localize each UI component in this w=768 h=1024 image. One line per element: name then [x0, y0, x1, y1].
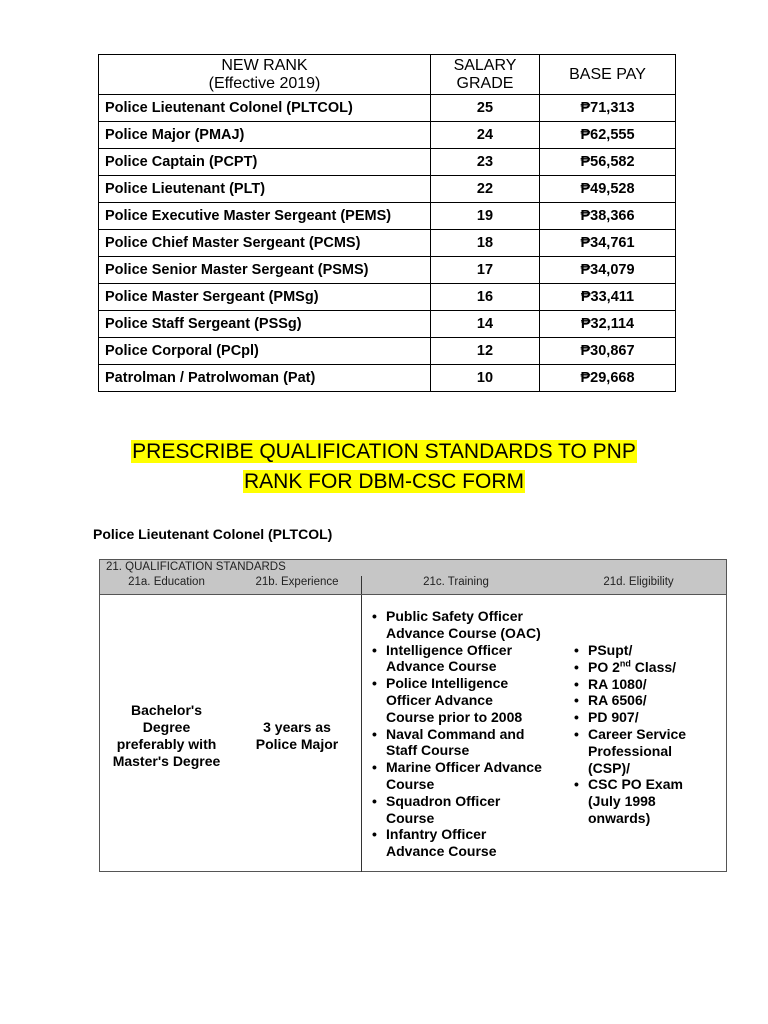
list-item: • RA 6506/ — [572, 692, 712, 709]
salary-grade-cell: 19 — [431, 203, 540, 230]
education-line: Bachelor's — [130, 702, 203, 718]
base-pay-cell: ₱62,555 — [540, 122, 676, 149]
po2-text: PO 2 — [588, 658, 620, 675]
list-item: • PD 907/ — [572, 709, 712, 726]
table-row — [99, 203, 676, 230]
education-line: Master's Degree — [112, 753, 221, 769]
table-row — [99, 122, 676, 149]
salary-grade-cell: 17 — [431, 257, 540, 284]
education-column-header: 21a. Education — [128, 576, 205, 588]
header-divider — [361, 576, 362, 594]
base-pay-cell: ₱30,867 — [540, 338, 676, 365]
rank-cell: Police Chief Master Sergeant (PCMS) — [99, 230, 431, 257]
salary-grade-cell: 18 — [431, 230, 540, 257]
base-pay-cell: ₱38,366 — [540, 203, 676, 230]
qualification-body — [100, 594, 726, 872]
experience-line: 3 years as — [263, 719, 331, 735]
salary-grade-header-line2: GRADE — [456, 74, 514, 92]
table-row — [99, 95, 676, 122]
table-row — [99, 338, 676, 365]
salary-grade-cell: 25 — [431, 95, 540, 122]
salary-grade-cell: 14 — [431, 311, 540, 338]
base-pay-header: BASE PAY — [540, 55, 676, 95]
training-column-header: 21c. Training — [423, 576, 489, 588]
rank-cell: Police Master Sergeant (PMSg) — [99, 284, 431, 311]
table-row — [99, 149, 676, 176]
qualification-header — [100, 560, 726, 594]
salary-grade-cell: 24 — [431, 122, 540, 149]
list-item: • Public Safety Officer Advance Course (OAC) — [370, 608, 542, 642]
table-row — [99, 257, 676, 284]
salary-grade-header — [431, 55, 540, 95]
salary-grade-cell: 10 — [431, 365, 540, 392]
po2-superscript: nd — [619, 658, 631, 669]
rank-salary-table — [98, 54, 676, 392]
table-row — [99, 311, 676, 338]
table-header-row — [99, 55, 676, 95]
list-item: • Police Intelligence Officer Advance Course prior to 2008 — [370, 675, 542, 725]
list-item: • Intelligence Officer Advance Course — [370, 642, 542, 676]
new-rank-header — [99, 55, 431, 95]
list-item: • Marine Officer Advance Course — [370, 759, 542, 793]
new-rank-header-line1: NEW RANK — [221, 56, 308, 74]
education-cell — [100, 702, 233, 770]
rank-subheading: Police Lieutenant Colonel (PLTCOL) — [93, 526, 333, 542]
eligibility-list — [572, 642, 712, 827]
education-line: preferably with — [116, 736, 217, 752]
salary-grade-cell: 16 — [431, 284, 540, 311]
rank-cell: Police Executive Master Sergeant (PEMS) — [99, 203, 431, 230]
base-pay-cell: ₱34,079 — [540, 257, 676, 284]
training-list — [370, 608, 542, 860]
new-rank-header-line2: (Effective 2019) — [208, 74, 321, 92]
po2-suffix: Class/ — [630, 658, 677, 675]
rank-cell: Police Captain (PCPT) — [99, 149, 431, 176]
base-pay-cell: ₱32,114 — [540, 311, 676, 338]
table-row — [99, 230, 676, 257]
list-item: • Career Service Professional (CSP)/ — [572, 726, 712, 776]
list-item: • Naval Command and Staff Course — [370, 726, 542, 760]
rank-cell: Police Corporal (PCpl) — [99, 338, 431, 365]
rank-cell: Police Major (PMAJ) — [99, 122, 431, 149]
rank-cell: Patrolman / Patrolwoman (Pat) — [99, 365, 431, 392]
experience-cell — [233, 719, 361, 753]
list-item — [572, 659, 712, 676]
list-item: • Squadron Officer Course — [370, 793, 542, 827]
list-item: • PSupt/ — [572, 642, 712, 659]
heading-line2: RANK FOR DBM-CSC FORM — [244, 470, 524, 493]
base-pay-cell: ₱29,668 — [540, 365, 676, 392]
table-row — [99, 365, 676, 392]
salary-grade-cell: 23 — [431, 149, 540, 176]
eligibility-column-header: 21d. Eligibility — [603, 576, 674, 588]
base-pay-cell: ₱49,528 — [540, 176, 676, 203]
qualification-title: 21. QUALIFICATION STANDARDS — [106, 561, 286, 573]
rank-cell: Police Senior Master Sergeant (PSMS) — [99, 257, 431, 284]
experience-column-header: 21b. Experience — [255, 576, 339, 588]
rank-cell: Police Lieutenant Colonel (PLTCOL) — [99, 95, 431, 122]
list-item: • CSC PO Exam (July 1998 onwards) — [572, 776, 712, 826]
list-item: • RA 1080/ — [572, 676, 712, 693]
rank-table-body — [99, 95, 676, 392]
table-row — [99, 284, 676, 311]
column-divider — [361, 595, 362, 872]
qualification-heading — [0, 437, 768, 497]
experience-line: Police Major — [255, 736, 339, 752]
base-pay-cell: ₱71,313 — [540, 95, 676, 122]
education-line: Degree — [142, 719, 191, 735]
salary-grade-cell: 22 — [431, 176, 540, 203]
base-pay-cell: ₱56,582 — [540, 149, 676, 176]
rank-cell: Police Lieutenant (PLT) — [99, 176, 431, 203]
base-pay-cell: ₱33,411 — [540, 284, 676, 311]
heading-line1: PRESCRIBE QUALIFICATION STANDARDS TO PNP — [132, 440, 636, 463]
table-row — [99, 176, 676, 203]
salary-grade-cell: 12 — [431, 338, 540, 365]
base-pay-cell: ₱34,761 — [540, 230, 676, 257]
list-item: • Infantry Officer Advance Course — [370, 826, 542, 860]
qualification-standards-table — [99, 559, 727, 872]
rank-cell: Police Staff Sergeant (PSSg) — [99, 311, 431, 338]
salary-grade-header-line1: SALARY — [453, 56, 517, 74]
